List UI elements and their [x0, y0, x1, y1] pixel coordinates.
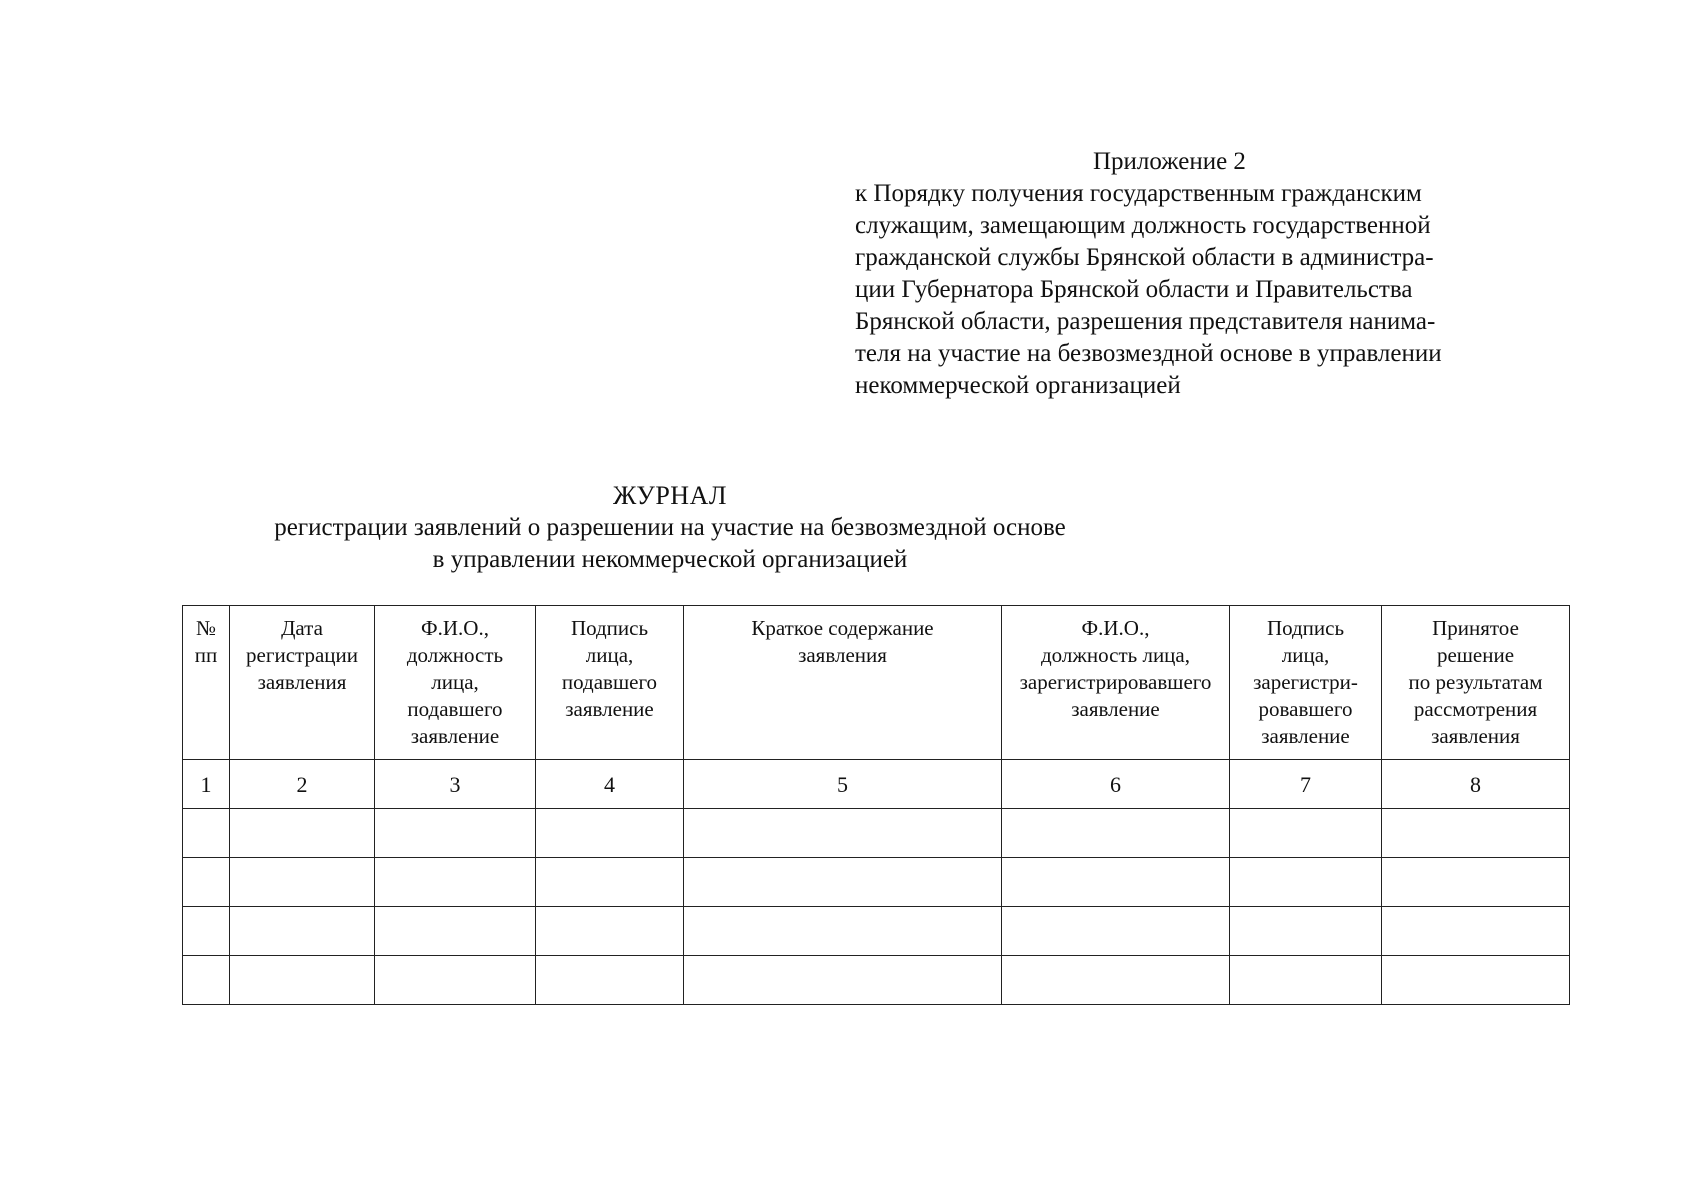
- header-line: зарегистрировавшего: [1019, 670, 1212, 694]
- header-cell: [230, 606, 375, 760]
- annex-line: Брянской области, разрешения представителя нанима-: [855, 308, 1436, 335]
- header-cell: [183, 606, 230, 760]
- annex-line: к Порядку получения государственным гражданским: [855, 180, 1422, 207]
- annex-block: [855, 146, 1515, 402]
- empty-cell: [684, 907, 1002, 956]
- header-line: Принятое: [1432, 616, 1519, 640]
- empty-cell: [1382, 858, 1570, 907]
- header-cell: [536, 606, 684, 760]
- register-table: [182, 605, 1570, 1005]
- header-line: заявление: [565, 697, 654, 721]
- empty-cell: [536, 809, 684, 858]
- header-line: лица,: [1281, 643, 1330, 667]
- header-line: должность: [406, 643, 504, 667]
- empty-cell: [1382, 809, 1570, 858]
- journal-subtitle-line: в управлении некоммерческой организацией: [432, 546, 908, 573]
- column-number-cell: 7: [1230, 760, 1382, 809]
- header-cell: [1230, 606, 1382, 760]
- empty-cell: [684, 858, 1002, 907]
- header-line: должность лица,: [1040, 643, 1190, 667]
- annex-line: теля на участие на безвозмездной основе в управлении: [855, 340, 1442, 367]
- header-line: ровавшего: [1258, 697, 1353, 721]
- annex-line: служащим, замещающим должность государственной: [855, 212, 1431, 239]
- column-number-cell: 4: [536, 760, 684, 809]
- table-row: [183, 809, 1570, 858]
- empty-cell: [1002, 809, 1230, 858]
- empty-cell: [230, 907, 375, 956]
- empty-cell: [1002, 858, 1230, 907]
- header-line: Дата: [281, 616, 323, 640]
- column-number-cell: 6: [1002, 760, 1230, 809]
- column-number-cell: 2: [230, 760, 375, 809]
- header-line: регистрации: [246, 643, 358, 667]
- annex-line: некоммерческой организацией: [855, 372, 1181, 399]
- empty-cell: [183, 858, 230, 907]
- empty-cell: [536, 907, 684, 956]
- header-line: заявление: [1071, 697, 1160, 721]
- header-line: заявление: [1261, 724, 1350, 748]
- empty-cell: [1002, 907, 1230, 956]
- empty-cell: [1230, 809, 1382, 858]
- annex-line: гражданской службы Брянской области в администра-: [855, 244, 1434, 271]
- header-line: по результатам: [1408, 670, 1543, 694]
- header-line: подавшего: [407, 697, 503, 721]
- journal-subtitle-line: регистрации заявлений о разрешении на участие на безвозмездной основе: [274, 514, 1066, 541]
- empty-cell: [1230, 907, 1382, 956]
- journal-heading: [0, 480, 1340, 576]
- column-number-cell: 8: [1382, 760, 1570, 809]
- empty-cell: [1382, 956, 1570, 1005]
- header-line: Ф.И.О.,: [421, 616, 489, 640]
- column-number-cell: 1: [183, 760, 230, 809]
- header-cell: [375, 606, 536, 760]
- empty-cell: [230, 858, 375, 907]
- header-line: заявления: [257, 670, 347, 694]
- header-line: пп: [194, 643, 218, 667]
- header-cell: [1382, 606, 1570, 760]
- empty-cell: [1230, 956, 1382, 1005]
- annex-line: ции Губернатора Брянской области и Правительства: [855, 276, 1413, 303]
- header-line: заявление: [410, 724, 500, 748]
- header-line: Ф.И.О.,: [1081, 616, 1150, 640]
- table-row: [183, 907, 1570, 956]
- column-number-cell: 3: [375, 760, 536, 809]
- column-number-row: [183, 760, 1570, 809]
- empty-cell: [375, 858, 536, 907]
- header-line: лица,: [585, 643, 634, 667]
- header-line: заявления: [798, 643, 887, 667]
- header-line: Подпись: [570, 616, 649, 640]
- header-line: рассмотрения: [1413, 697, 1538, 721]
- table-row: [183, 858, 1570, 907]
- header-line: Подпись: [1266, 616, 1345, 640]
- empty-cell: [536, 956, 684, 1005]
- table-row: [183, 956, 1570, 1005]
- empty-cell: [684, 956, 1002, 1005]
- header-line: лица,: [431, 670, 479, 694]
- header-line: Краткое содержание: [751, 616, 934, 640]
- empty-cell: [536, 858, 684, 907]
- empty-cell: [183, 956, 230, 1005]
- empty-cell: [375, 907, 536, 956]
- header-line: заявления: [1431, 724, 1520, 748]
- empty-cell: [684, 809, 1002, 858]
- header-line: №: [195, 616, 217, 640]
- header-line: зарегистри-: [1253, 670, 1358, 694]
- empty-cell: [230, 956, 375, 1005]
- empty-cell: [1230, 858, 1382, 907]
- empty-cell: [1002, 956, 1230, 1005]
- empty-cell: [183, 907, 230, 956]
- empty-cell: [375, 956, 536, 1005]
- empty-cell: [375, 809, 536, 858]
- header-cell: [1002, 606, 1230, 760]
- header-line: решение: [1436, 643, 1515, 667]
- header-line: подавшего: [561, 670, 658, 694]
- table-header-row: [183, 606, 1570, 760]
- empty-cell: [1382, 907, 1570, 956]
- header-cell: [684, 606, 1002, 760]
- annex-title: Приложение 2: [1093, 148, 1246, 175]
- column-number-cell: 5: [684, 760, 1002, 809]
- journal-title: ЖУРНАЛ: [613, 481, 727, 510]
- empty-cell: [183, 809, 230, 858]
- empty-cell: [230, 809, 375, 858]
